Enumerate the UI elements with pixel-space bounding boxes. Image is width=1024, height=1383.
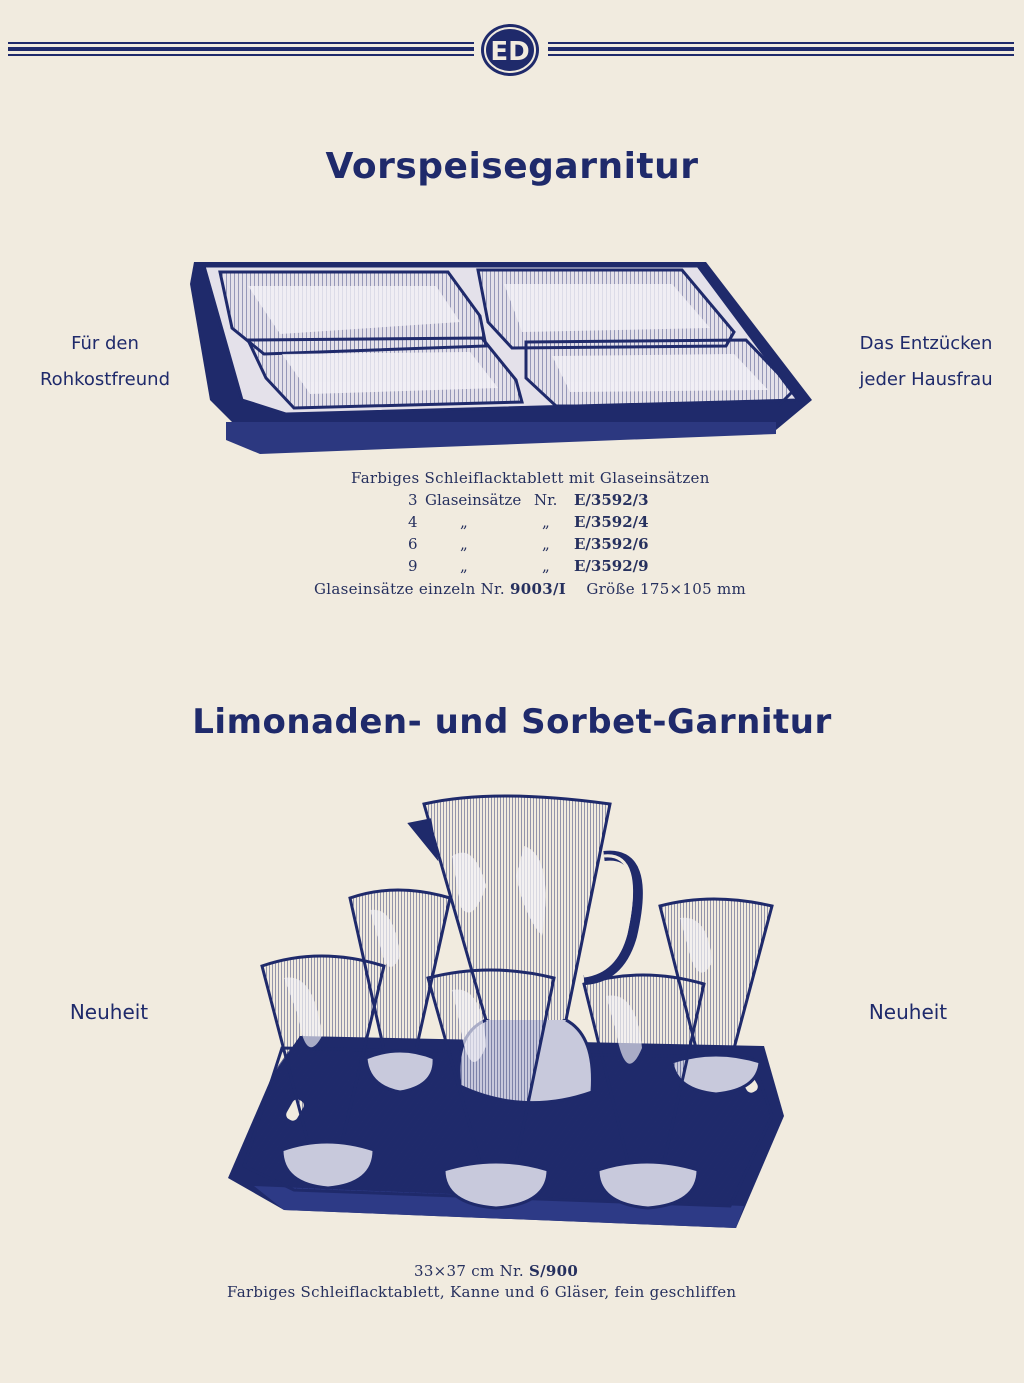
right-note-line2: jeder Hausfrau <box>859 369 993 390</box>
size-line-code: S/900 <box>529 1262 579 1280</box>
logo-text: ED <box>490 37 530 67</box>
size-line-text: 33×37 cm Nr. <box>414 1262 524 1280</box>
spec-ditto: „ <box>542 557 550 575</box>
section1-single-inserts <box>314 580 746 598</box>
section1-left-note <box>20 326 190 398</box>
spec-ditto: „ <box>460 535 468 553</box>
section2-right-note: Neuheit <box>868 1000 948 1024</box>
single-inserts-code: 9003/I <box>510 580 567 598</box>
ed-logo <box>478 22 542 78</box>
section2-left-note: Neuheit <box>69 1000 149 1024</box>
single-inserts-size: Größe 175×105 mm <box>586 580 747 598</box>
section2-title: Limonaden- und Sorbet-Garnitur <box>192 702 832 742</box>
spec-code: E/3592/4 <box>574 513 649 531</box>
left-note-line1: Für den <box>71 333 139 354</box>
spec-ditto: „ <box>460 513 468 531</box>
lemonade-set-illustration <box>224 786 794 1256</box>
section1-right-note <box>838 326 1014 398</box>
appetizer-tray-illustration <box>186 250 816 464</box>
header-rule-right <box>548 42 1014 56</box>
spec-count: 9 <box>408 557 418 575</box>
spec-code: E/3592/9 <box>574 557 649 575</box>
spec-code: E/3592/3 <box>574 491 649 509</box>
section2-description: Farbiges Schleiflacktablett, Kanne und 6 Gläser, fein geschliffen <box>227 1283 737 1301</box>
section2-size-line <box>414 1262 578 1280</box>
right-note-line1: Das Entzücken <box>859 333 993 354</box>
left-note-line2: Rohkostfreund <box>39 369 170 390</box>
single-inserts-label: Glaseinsätze einzeln Nr. <box>314 580 505 598</box>
spec-count: 3 <box>408 491 418 509</box>
spec-nr: Nr. <box>534 491 558 509</box>
section1-title: Vorspeisegarnitur <box>325 146 699 187</box>
header-rule-left <box>8 42 474 56</box>
spec-text: Glaseinsätze <box>425 491 522 509</box>
spec-ditto: „ <box>542 513 550 531</box>
spec-ditto: „ <box>542 535 550 553</box>
spec-row <box>408 491 418 509</box>
section1-caption-title: Farbiges Schleiflacktablett mit Glaseinsätzen <box>351 469 710 487</box>
spec-count: 4 <box>408 513 418 531</box>
spec-count: 6 <box>408 535 418 553</box>
spec-ditto: „ <box>460 557 468 575</box>
spec-code: E/3592/6 <box>574 535 649 553</box>
